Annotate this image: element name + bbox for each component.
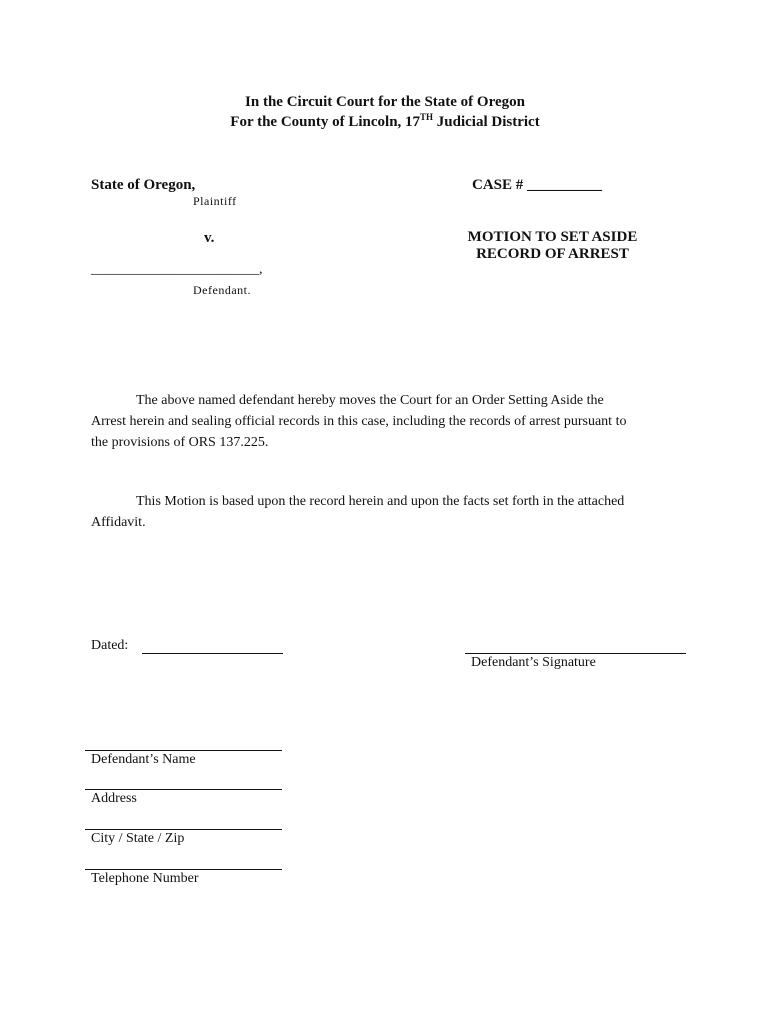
dated-label: Dated: [91,638,129,653]
paragraph-1-line-2: Arrest herein and sealing official records in this case, including the records of arrest pursuant to [91,414,627,429]
plaintiff-name: State of Oregon, [91,177,196,193]
court-heading-suffix: TH [420,112,434,122]
defendant-name-label: Defendant’s Name [91,752,196,767]
paragraph-2-line-1: This Motion is based upon the record herein and upon the facts set forth in the attached [136,494,625,509]
paragraph-1-line-3: the provisions of ORS 137.225. [91,435,269,450]
defendant-name-line[interactable] [85,750,282,751]
versus-label: v. [204,230,215,246]
case-number-field[interactable]: CASE # __________ [472,177,603,193]
defendant-name-field[interactable]: ________________________, [91,262,263,277]
dated-input-line[interactable] [142,653,283,654]
defendant-label: Defendant. [193,283,251,297]
motion-title-line1: MOTION TO SET ASIDE [467,229,638,245]
telephone-label: Telephone Number [91,871,199,886]
city-state-zip-line[interactable] [85,829,282,830]
telephone-line[interactable] [85,869,282,870]
signature-label: Defendant’s Signature [471,655,596,670]
court-heading-line1: In the Circuit Court for the State of Oregon [245,94,525,110]
address-label: Address [91,791,137,806]
plaintiff-label: Plaintiff [193,194,237,208]
motion-paragraph-2 [91,491,691,533]
city-state-zip-label: City / State / Zip [91,831,185,846]
address-line[interactable] [85,789,282,790]
paragraph-2-line-2: Affidavit. [91,515,146,530]
paragraph-1-line-1: The above named defendant hereby moves the Court for an Order Setting Aside the [136,393,604,408]
signature-input-line[interactable] [465,653,686,654]
court-heading-line2 [0,112,770,131]
court-heading-county: For the County of Lincoln, 17 [230,114,421,130]
motion-title-line2: RECORD OF ARREST [476,246,629,262]
court-heading-district: Judicial District [433,114,540,130]
motion-paragraph-1 [91,390,691,453]
